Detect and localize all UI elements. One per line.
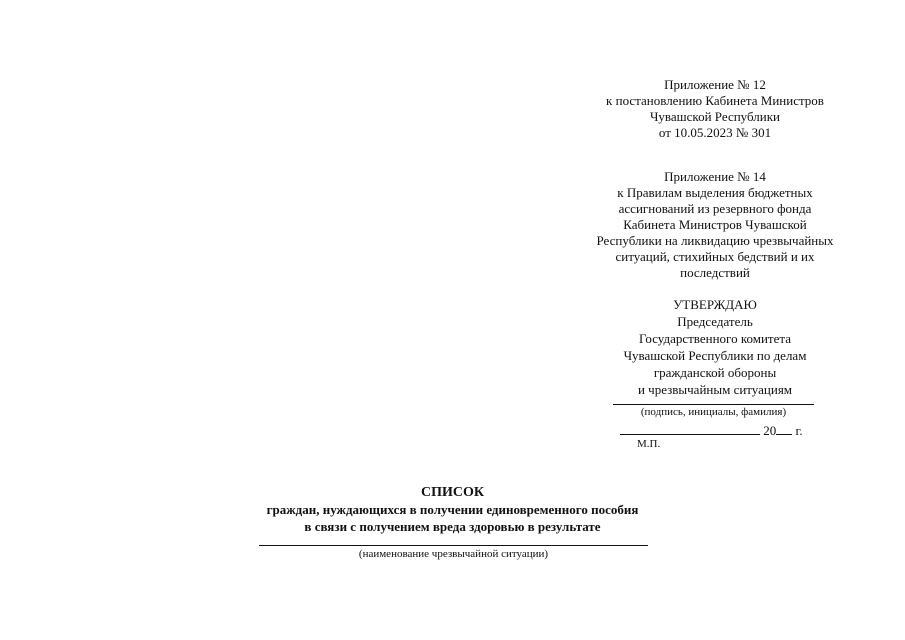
approval-line: Чувашской Республики по делам — [623, 348, 807, 363]
approval-line: Государственного комитета — [639, 331, 791, 346]
approval-block — [580, 296, 850, 398]
year-prefix: 20 — [763, 423, 777, 438]
event-name-caption: (наименование чрезвычайной ситуации) — [358, 548, 549, 560]
annex-12-line: к постановлению Кабинета Министров — [606, 93, 824, 108]
date-blank — [620, 422, 760, 435]
approval-date-row — [620, 422, 803, 439]
annex-14-line: Кабинета Министров Чувашской — [623, 217, 807, 232]
approval-line: УТВЕРЖДАЮ — [673, 297, 757, 312]
year-blank — [776, 422, 792, 435]
annex-14-line: последствий — [680, 265, 750, 280]
annex-12-line: от 10.05.2023 № 301 — [658, 125, 772, 140]
signature-caption: (подпись, инициалы, фамилия) — [640, 406, 787, 418]
annex-12-line: Чувашской Республики — [649, 109, 781, 124]
stamp-place-label: М.П. — [637, 438, 661, 450]
annex-14-line: Приложение № 14 — [664, 169, 766, 184]
title-line-2: в связи с получением вреда здоровью в результате — [304, 519, 601, 534]
year-suffix: г. — [792, 423, 803, 438]
event-name-line — [259, 545, 648, 546]
signature-line — [613, 404, 814, 405]
annex-12-header — [580, 77, 850, 141]
document-title — [200, 484, 705, 535]
title-main: СПИСОК — [420, 485, 485, 500]
approval-line: Председатель — [677, 314, 753, 329]
annex-14-line: ассигнований из резервного фонда — [618, 201, 812, 216]
annex-14-line: Республики на ликвидацию чрезвычайных — [596, 233, 834, 248]
annex-14-line: ситуаций, стихийных бедствий и их — [615, 249, 815, 264]
approval-line: гражданской обороны — [653, 365, 777, 380]
title-line-1: граждан, нуждающихся в получении единовременного пособия — [266, 502, 639, 517]
annex-12-line: Приложение № 12 — [664, 77, 766, 92]
annex-14-header — [580, 169, 850, 281]
annex-14-line: к Правилам выделения бюджетных — [617, 185, 813, 200]
approval-line: и чрезвычайным ситуациям — [637, 382, 793, 397]
